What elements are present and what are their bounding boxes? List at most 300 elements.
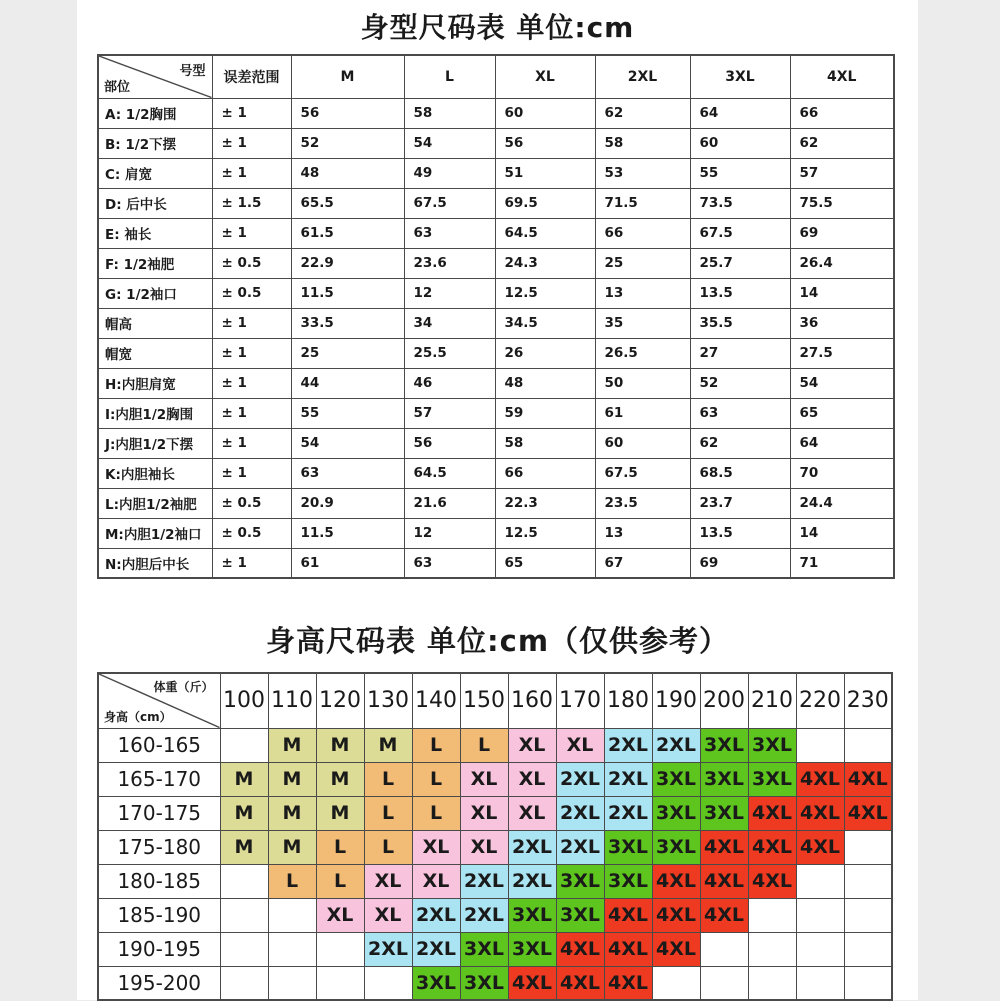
measurement-value: 58: [495, 428, 595, 458]
size-column-header: L: [404, 55, 495, 98]
measurement-value: 13: [595, 518, 690, 548]
size-cell: 3XL: [700, 728, 748, 762]
table-row: [98, 728, 892, 762]
tolerance-value: ± 1: [212, 128, 291, 158]
height-range-label: 165-170: [98, 762, 220, 796]
size-cell: 4XL: [652, 898, 700, 932]
size-cell: XL: [508, 728, 556, 762]
measurement-label: N:内胆后中长: [98, 548, 212, 578]
size-cell: L: [364, 830, 412, 864]
measurement-value: 65.5: [291, 188, 404, 218]
weight-column-header: 220: [796, 673, 844, 728]
size-cell: L: [412, 728, 460, 762]
table-row: [98, 796, 892, 830]
empty-cell: [796, 728, 844, 762]
weight-column-header: 140: [412, 673, 460, 728]
size-cell: 3XL: [556, 898, 604, 932]
table-row: [98, 308, 894, 338]
table-row: [98, 398, 894, 428]
measurement-value: 61: [291, 548, 404, 578]
size-cell: M: [268, 796, 316, 830]
tolerance-value: ± 1.5: [212, 188, 291, 218]
size-cell: L: [364, 796, 412, 830]
measurement-value: 67.5: [404, 188, 495, 218]
measurement-value: 62: [790, 128, 894, 158]
empty-cell: [316, 932, 364, 966]
measurement-value: 75.5: [790, 188, 894, 218]
tolerance-value: ± 1: [212, 398, 291, 428]
measurement-value: 54: [404, 128, 495, 158]
measurement-value: 34: [404, 308, 495, 338]
size-column-header: XL: [495, 55, 595, 98]
size-cell: XL: [460, 796, 508, 830]
measurement-label: K:内胆袖长: [98, 458, 212, 488]
corner-label-size-type: 号型: [179, 64, 206, 79]
measurement-value: 49: [404, 158, 495, 188]
table-row: [98, 548, 894, 578]
size-cell: XL: [316, 898, 364, 932]
table-row: [98, 864, 892, 898]
weight-column-header: 210: [748, 673, 796, 728]
measurement-value: 60: [595, 428, 690, 458]
measurement-value: 60: [495, 98, 595, 128]
size-cell: 2XL: [604, 796, 652, 830]
table-row: [98, 338, 894, 368]
measurement-value: 67.5: [690, 218, 790, 248]
measurement-value: 35: [595, 308, 690, 338]
measurement-value: 63: [404, 548, 495, 578]
corner-header-cell: [98, 673, 220, 728]
measurement-value: 56: [291, 98, 404, 128]
measurement-value: 54: [291, 428, 404, 458]
measurement-label: L:内胆1/2袖肥: [98, 488, 212, 518]
measurement-value: 64.5: [495, 218, 595, 248]
measurement-value: 34.5: [495, 308, 595, 338]
tolerance-value: ± 1: [212, 548, 291, 578]
empty-cell: [220, 728, 268, 762]
table-row: [98, 518, 894, 548]
height-size-table: [97, 672, 893, 1001]
measurement-value: 64.5: [404, 458, 495, 488]
size-cell: XL: [364, 864, 412, 898]
measurement-value: 13.5: [690, 518, 790, 548]
table-row: [98, 762, 892, 796]
size-cell: 3XL: [748, 728, 796, 762]
height-range-label: 185-190: [98, 898, 220, 932]
measurement-value: 65: [495, 548, 595, 578]
tolerance-column-header: 误差范围: [212, 55, 291, 98]
size-cell: L: [364, 762, 412, 796]
table-row: [98, 158, 894, 188]
weight-column-header: 190: [652, 673, 700, 728]
measurement-value: 69.5: [495, 188, 595, 218]
measurement-value: 71.5: [595, 188, 690, 218]
empty-cell: [796, 898, 844, 932]
size-cell: 2XL: [556, 796, 604, 830]
size-cell: 4XL: [652, 864, 700, 898]
weight-column-header: 180: [604, 673, 652, 728]
weight-column-header: 160: [508, 673, 556, 728]
size-cell: 3XL: [652, 830, 700, 864]
size-cell: L: [316, 830, 364, 864]
weight-column-header: 170: [556, 673, 604, 728]
empty-cell: [844, 864, 892, 898]
tolerance-value: ± 1: [212, 158, 291, 188]
measurement-value: 51: [495, 158, 595, 188]
measurement-value: 50: [595, 368, 690, 398]
corner-header-cell: [98, 55, 212, 98]
table-row: [98, 458, 894, 488]
measurement-value: 73.5: [690, 188, 790, 218]
size-cell: L: [412, 762, 460, 796]
measurement-value: 67.5: [595, 458, 690, 488]
measurement-value: 22.9: [291, 248, 404, 278]
body-size-table: [97, 54, 895, 579]
measurement-value: 13.5: [690, 278, 790, 308]
empty-cell: [652, 966, 700, 1000]
table-row: [98, 278, 894, 308]
measurement-value: 69: [690, 548, 790, 578]
size-cell: 3XL: [460, 932, 508, 966]
measurement-value: 48: [291, 158, 404, 188]
measurement-value: 14: [790, 278, 894, 308]
measurement-value: 68.5: [690, 458, 790, 488]
measurement-label: H:内胆肩宽: [98, 368, 212, 398]
empty-cell: [796, 864, 844, 898]
weight-column-header: 150: [460, 673, 508, 728]
measurement-value: 66: [790, 98, 894, 128]
size-cell: 2XL: [412, 932, 460, 966]
measurement-value: 65: [790, 398, 894, 428]
measurement-value: 12.5: [495, 278, 595, 308]
size-cell: 2XL: [508, 830, 556, 864]
measurement-value: 62: [595, 98, 690, 128]
measurement-value: 11.5: [291, 278, 404, 308]
weight-column-header: 130: [364, 673, 412, 728]
weight-column-header: 100: [220, 673, 268, 728]
empty-cell: [316, 966, 364, 1000]
measurement-value: 14: [790, 518, 894, 548]
measurement-label: F: 1/2袖肥: [98, 248, 212, 278]
measurement-value: 66: [595, 218, 690, 248]
size-cell: XL: [460, 762, 508, 796]
table-row: [98, 98, 894, 128]
size-cell: 2XL: [604, 762, 652, 796]
size-cell: XL: [412, 864, 460, 898]
size-cell: 2XL: [460, 898, 508, 932]
size-cell: M: [268, 830, 316, 864]
size-cell: XL: [364, 898, 412, 932]
tolerance-value: ± 1: [212, 428, 291, 458]
height-size-table-header-row: [98, 673, 892, 728]
size-cell: L: [268, 864, 316, 898]
measurement-value: 11.5: [291, 518, 404, 548]
measurement-value: 23.5: [595, 488, 690, 518]
empty-cell: [796, 932, 844, 966]
height-range-label: 195-200: [98, 966, 220, 1000]
size-cell: 4XL: [652, 932, 700, 966]
size-cell: 4XL: [604, 898, 652, 932]
measurement-value: 57: [404, 398, 495, 428]
measurement-value: 22.3: [495, 488, 595, 518]
measurement-value: 12.5: [495, 518, 595, 548]
height-range-label: 190-195: [98, 932, 220, 966]
measurement-value: 52: [690, 368, 790, 398]
height-size-table-title: 身高尺码表 单位:cm（仅供参考）: [265, 624, 730, 658]
measurement-label: C: 肩宽: [98, 158, 212, 188]
empty-cell: [844, 966, 892, 1000]
measurement-value: 24.4: [790, 488, 894, 518]
size-cell: 4XL: [748, 796, 796, 830]
empty-cell: [220, 864, 268, 898]
table-row: [98, 898, 892, 932]
empty-cell: [364, 966, 412, 1000]
tolerance-value: ± 1: [212, 338, 291, 368]
measurement-value: 60: [690, 128, 790, 158]
measurement-value: 20.9: [291, 488, 404, 518]
size-cell: 2XL: [412, 898, 460, 932]
measurement-value: 26: [495, 338, 595, 368]
measurement-value: 24.3: [495, 248, 595, 278]
empty-cell: [748, 898, 796, 932]
size-cell: 3XL: [412, 966, 460, 1000]
size-cell: 3XL: [460, 966, 508, 1000]
table-row: [98, 248, 894, 278]
tolerance-value: ± 1: [212, 98, 291, 128]
size-cell: 3XL: [652, 796, 700, 830]
table-row: [98, 488, 894, 518]
size-column-header: M: [291, 55, 404, 98]
size-cell: 4XL: [508, 966, 556, 1000]
table-row: [98, 428, 894, 458]
size-cell: 2XL: [604, 728, 652, 762]
measurement-value: 33.5: [291, 308, 404, 338]
size-column-header: 3XL: [690, 55, 790, 98]
measurement-value: 55: [291, 398, 404, 428]
empty-cell: [700, 932, 748, 966]
size-cell: M: [364, 728, 412, 762]
weight-column-header: 230: [844, 673, 892, 728]
measurement-value: 26.5: [595, 338, 690, 368]
measurement-value: 13: [595, 278, 690, 308]
empty-cell: [748, 932, 796, 966]
corner-label-part: 部位: [104, 79, 131, 95]
measurement-value: 57: [790, 158, 894, 188]
size-cell: 3XL: [556, 864, 604, 898]
size-cell: 4XL: [748, 830, 796, 864]
size-cell: 2XL: [556, 830, 604, 864]
measurement-value: 25.5: [404, 338, 495, 368]
measurement-label: B: 1/2下摆: [98, 128, 212, 158]
size-cell: 3XL: [700, 762, 748, 796]
size-cell: 2XL: [652, 728, 700, 762]
weight-column-header: 200: [700, 673, 748, 728]
size-cell: 4XL: [796, 762, 844, 796]
tolerance-value: ± 1: [212, 368, 291, 398]
table-row: [98, 188, 894, 218]
measurement-label: G: 1/2袖口: [98, 278, 212, 308]
measurement-label: D: 后中长: [98, 188, 212, 218]
size-cell: 4XL: [700, 898, 748, 932]
empty-cell: [844, 728, 892, 762]
measurement-value: 55: [690, 158, 790, 188]
table-row: [98, 218, 894, 248]
measurement-value: 36: [790, 308, 894, 338]
measurement-label: A: 1/2胸围: [98, 98, 212, 128]
measurement-value: 53: [595, 158, 690, 188]
content-panel: [77, 0, 918, 1000]
tolerance-value: ± 0.5: [212, 488, 291, 518]
measurement-value: 64: [690, 98, 790, 128]
table-row: [98, 830, 892, 864]
empty-cell: [220, 966, 268, 1000]
empty-cell: [700, 966, 748, 1000]
size-cell: 2XL: [460, 864, 508, 898]
measurement-value: 67: [595, 548, 690, 578]
measurement-value: 27: [690, 338, 790, 368]
measurement-label: M:内胆1/2袖口: [98, 518, 212, 548]
measurement-value: 70: [790, 458, 894, 488]
measurement-label: I:内胆1/2胸围: [98, 398, 212, 428]
size-cell: XL: [460, 830, 508, 864]
measurement-value: 23.7: [690, 488, 790, 518]
measurement-value: 62: [690, 428, 790, 458]
empty-cell: [844, 932, 892, 966]
size-cell: M: [220, 830, 268, 864]
size-cell: 4XL: [604, 966, 652, 1000]
measurement-label: 帽高: [98, 308, 212, 338]
measurement-value: 25: [595, 248, 690, 278]
empty-cell: [220, 932, 268, 966]
size-cell: 4XL: [844, 762, 892, 796]
size-cell: XL: [556, 728, 604, 762]
size-cell: M: [316, 796, 364, 830]
measurement-value: 25: [291, 338, 404, 368]
size-cell: L: [460, 728, 508, 762]
size-cell: 4XL: [556, 966, 604, 1000]
size-cell: 2XL: [364, 932, 412, 966]
size-cell: M: [220, 762, 268, 796]
size-cell: L: [412, 796, 460, 830]
empty-cell: [268, 898, 316, 932]
measurement-label: 帽宽: [98, 338, 212, 368]
weight-column-header: 110: [268, 673, 316, 728]
measurement-value: 21.6: [404, 488, 495, 518]
measurement-value: 64: [790, 428, 894, 458]
measurement-value: 25.7: [690, 248, 790, 278]
empty-cell: [748, 966, 796, 1000]
measurement-value: 27.5: [790, 338, 894, 368]
size-cell: XL: [412, 830, 460, 864]
empty-cell: [844, 898, 892, 932]
tolerance-value: ± 0.5: [212, 278, 291, 308]
empty-cell: [844, 830, 892, 864]
measurement-value: 63: [404, 218, 495, 248]
size-cell: M: [268, 762, 316, 796]
size-cell: 3XL: [508, 932, 556, 966]
size-cell: 3XL: [508, 898, 556, 932]
size-cell: L: [316, 864, 364, 898]
measurement-value: 66: [495, 458, 595, 488]
size-column-header: 2XL: [595, 55, 690, 98]
size-cell: 4XL: [748, 864, 796, 898]
tolerance-value: ± 1: [212, 218, 291, 248]
size-cell: 2XL: [556, 762, 604, 796]
size-cell: 4XL: [700, 864, 748, 898]
table-row: [98, 128, 894, 158]
measurement-value: 12: [404, 278, 495, 308]
measurement-value: 52: [291, 128, 404, 158]
size-cell: 4XL: [796, 830, 844, 864]
size-cell: 2XL: [508, 864, 556, 898]
measurement-value: 69: [790, 218, 894, 248]
measurement-value: 56: [404, 428, 495, 458]
size-cell: 4XL: [844, 796, 892, 830]
measurement-value: 35.5: [690, 308, 790, 338]
size-cell: M: [220, 796, 268, 830]
measurement-value: 48: [495, 368, 595, 398]
size-cell: M: [316, 728, 364, 762]
table-row: [98, 966, 892, 1000]
weight-column-header: 120: [316, 673, 364, 728]
height-range-label: 160-165: [98, 728, 220, 762]
size-cell: M: [268, 728, 316, 762]
size-cell: XL: [508, 796, 556, 830]
empty-cell: [796, 966, 844, 1000]
size-cell: 4XL: [556, 932, 604, 966]
measurement-value: 63: [291, 458, 404, 488]
measurement-value: 54: [790, 368, 894, 398]
size-cell: 4XL: [604, 932, 652, 966]
size-cell: 4XL: [796, 796, 844, 830]
table-row: [98, 932, 892, 966]
size-cell: 3XL: [652, 762, 700, 796]
measurement-value: 61: [595, 398, 690, 428]
tolerance-value: ± 1: [212, 458, 291, 488]
table-row: [98, 368, 894, 398]
measurement-value: 59: [495, 398, 595, 428]
body-size-table-header-row: [98, 55, 894, 98]
tolerance-value: ± 0.5: [212, 248, 291, 278]
size-cell: 3XL: [604, 830, 652, 864]
size-cell: 3XL: [748, 762, 796, 796]
measurement-value: 61.5: [291, 218, 404, 248]
size-cell: XL: [508, 762, 556, 796]
measurement-value: 63: [690, 398, 790, 428]
measurement-value: 12: [404, 518, 495, 548]
measurement-value: 44: [291, 368, 404, 398]
measurement-value: 23.6: [404, 248, 495, 278]
tolerance-value: ± 0.5: [212, 518, 291, 548]
measurement-label: J:内胆1/2下摆: [98, 428, 212, 458]
tolerance-value: ± 1: [212, 308, 291, 338]
size-cell: M: [316, 762, 364, 796]
measurement-value: 58: [595, 128, 690, 158]
measurement-value: 58: [404, 98, 495, 128]
size-column-header: 4XL: [790, 55, 894, 98]
size-cell: 3XL: [700, 796, 748, 830]
measurement-value: 71: [790, 548, 894, 578]
empty-cell: [268, 932, 316, 966]
measurement-value: 56: [495, 128, 595, 158]
empty-cell: [268, 966, 316, 1000]
corner-label-weight: 体重（斤）: [153, 680, 214, 694]
size-cell: 4XL: [700, 830, 748, 864]
height-range-label: 175-180: [98, 830, 220, 864]
size-cell: 3XL: [604, 864, 652, 898]
height-range-label: 180-185: [98, 864, 220, 898]
empty-cell: [220, 898, 268, 932]
